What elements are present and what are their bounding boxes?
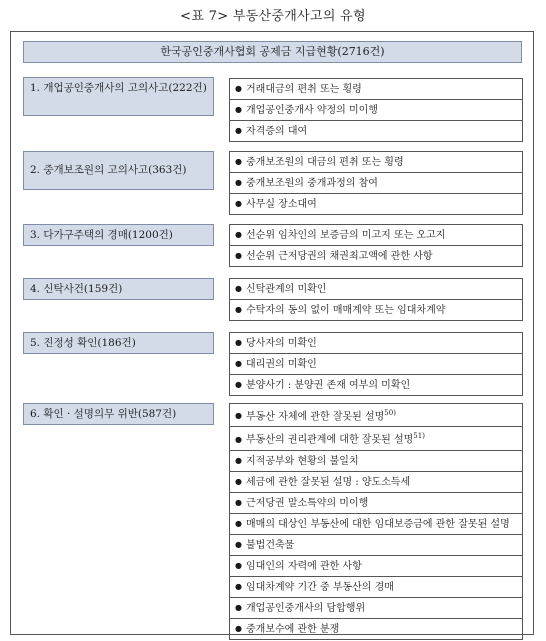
bullet-icon: ● bbox=[235, 434, 242, 444]
list-item: ● 신탁관계의 미확인 bbox=[229, 278, 523, 300]
category-label: 1. 개업공인중개사의 고의사고(222건) bbox=[30, 82, 207, 94]
category-box-6 bbox=[23, 403, 214, 425]
bullet-icon: ● bbox=[235, 518, 242, 528]
header-bar: 한국공인중개사협회 공제금 지급현황(2716건) bbox=[23, 41, 522, 63]
list-item: ● 사무실 장소대여 bbox=[229, 193, 523, 215]
list-item: ● 매매의 대상인 부동산에 대한 임대보증금에 관한 잘못된 설명 bbox=[229, 513, 523, 535]
bullet-icon: ● bbox=[235, 305, 242, 314]
category-box-5 bbox=[23, 332, 214, 354]
list-item: ● 임대차계약 기간 중 부동산의 경매 bbox=[229, 576, 523, 598]
list-item: ● 대리권의 미확인 bbox=[229, 353, 523, 375]
items-list-5 bbox=[229, 332, 523, 396]
bullet-icon: ● bbox=[235, 284, 242, 293]
bullet-icon: ● bbox=[235, 560, 242, 570]
list-item: ● 선순위 근저당권의 채권최고액에 관한 사항 bbox=[229, 245, 523, 267]
bullet-icon: ● bbox=[235, 230, 242, 239]
footnote-ref: 51) bbox=[413, 432, 425, 441]
bullet-icon: ● bbox=[235, 497, 242, 507]
bullet-icon: ● bbox=[235, 126, 242, 135]
bullet-icon: ● bbox=[235, 539, 242, 549]
list-item: ● 부동산의 권리관계에 대한 잘못된 설명$^{51)}$ bbox=[229, 426, 523, 450]
items-list-1 bbox=[229, 78, 523, 142]
list-item: ● 중개보조원의 중개과정의 참여 bbox=[229, 172, 523, 194]
list-item: ● 분양사기 : 분양권 존재 여부의 미확인 bbox=[229, 374, 523, 396]
bullet-icon: ● bbox=[235, 338, 242, 347]
list-item: ● 개업공인중개사의 담합행위 bbox=[229, 597, 523, 619]
list-item: ● 부동산 자체에 관한 잘못된 설명$^{50)}$ bbox=[229, 403, 523, 427]
bullet-icon: ● bbox=[235, 157, 242, 166]
items-list-2 bbox=[229, 151, 523, 215]
bullet-icon: ● bbox=[235, 105, 242, 114]
bullet-icon: ● bbox=[235, 455, 242, 465]
table-caption: <표 7> 부동산중개사고의 유형 bbox=[180, 9, 366, 24]
category-label: 4. 신탁사건(159건) bbox=[30, 283, 123, 295]
items-list-4 bbox=[229, 278, 523, 321]
list-item: ● 당사자의 미확인 bbox=[229, 332, 523, 354]
bullet-icon: ● bbox=[235, 359, 242, 368]
category-box-4 bbox=[23, 278, 214, 300]
bullet-icon: ● bbox=[235, 411, 242, 421]
list-item: ● 중개보조원의 대금의 편취 또는 횡령 bbox=[229, 151, 523, 173]
category-box-3 bbox=[23, 224, 214, 246]
bullet-icon: ● bbox=[235, 623, 242, 633]
category-label: 3. 다가구주택의 경매(1200건) bbox=[30, 229, 173, 241]
bullet-icon: ● bbox=[235, 476, 242, 486]
list-item: ● 불법건축물 bbox=[229, 534, 523, 556]
list-item: ● 임대인의 자력에 관한 사항 bbox=[229, 555, 523, 577]
list-item: ● 개업공인중개사 약정의 미이행 bbox=[229, 99, 523, 121]
list-item: ● 선순위 임차인의 보증금의 미고지 또는 오고지 bbox=[229, 224, 523, 246]
bullet-icon: ● bbox=[235, 380, 242, 389]
bullet-icon: ● bbox=[235, 178, 242, 187]
items-list-6 bbox=[229, 403, 523, 640]
category-label: 2. 중개보조원의 고의사고(363건) bbox=[30, 164, 187, 176]
category-box-1 bbox=[23, 77, 214, 116]
list-item: ● 지적공부와 현황의 불일치 bbox=[229, 450, 523, 472]
category-label: 5. 진정성 확인(186건) bbox=[30, 337, 136, 349]
list-item: ● 자격증의 대여 bbox=[229, 120, 523, 142]
list-item: ● 중개보수에 관한 분쟁 bbox=[229, 618, 523, 640]
bullet-icon: ● bbox=[235, 199, 242, 208]
bullet-icon: ● bbox=[235, 602, 242, 612]
bullet-icon: ● bbox=[235, 84, 242, 93]
list-item: ● 근저당권 말소특약의 미이행 bbox=[229, 492, 523, 514]
category-label: 6. 확인 · 설명의무 위반(587건) bbox=[30, 408, 177, 420]
items-list-3 bbox=[229, 224, 523, 267]
bullet-icon: ● bbox=[235, 251, 242, 260]
list-item: ● 세금에 관한 잘못된 설명 : 양도소득세 bbox=[229, 471, 523, 493]
list-item: ● 수탁자의 동의 없이 매매계약 또는 임대차계약 bbox=[229, 299, 523, 321]
list-item: ● 거래대금의 편취 또는 횡령 bbox=[229, 78, 523, 100]
bullet-icon: ● bbox=[235, 581, 242, 591]
footnote-ref: 50) bbox=[384, 409, 396, 417]
category-box-2 bbox=[23, 151, 214, 190]
